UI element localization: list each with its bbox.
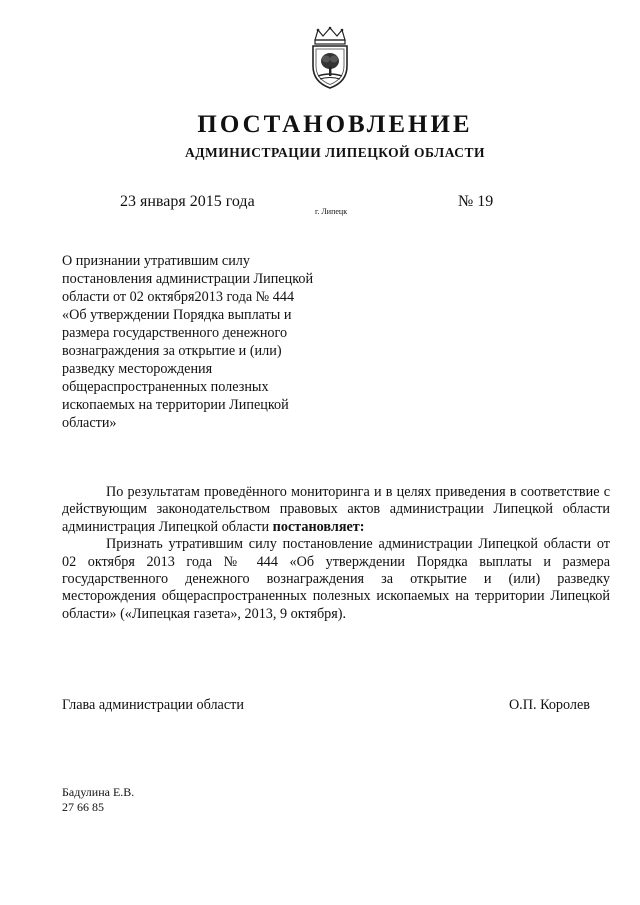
- subject-line: ископаемых на территории Липецкой: [62, 397, 289, 413]
- coat-of-arms-emblem: [305, 26, 355, 90]
- resolves-keyword: постановляет:: [272, 518, 365, 535]
- subject-line: общераспространенных полезных: [62, 379, 269, 395]
- executor-phone: 27 66 85: [62, 800, 104, 814]
- subject-line: области»: [62, 415, 117, 431]
- executor-block: [62, 785, 134, 815]
- document-city: г. Липецк: [315, 207, 348, 216]
- signatory-name: О.П. Королев: [508, 697, 590, 713]
- signatory-title: Глава администрации области: [62, 697, 244, 713]
- document-date: 23 января 2015 года: [120, 193, 255, 210]
- subject-line: размера государственного денежного: [62, 325, 288, 341]
- preamble-text: По результатам проведённого мониторинга и в целях приведения в соответствие с действующим законодательством правовых актов администрации Липецкой области администрация Липецкой области: [62, 484, 610, 535]
- document-subject: [62, 252, 362, 432]
- resolution-body: [62, 484, 610, 623]
- executor-name: Бадулина Е.В.: [62, 785, 135, 799]
- subject-line: «Об утверждении Порядка выплаты и: [62, 307, 292, 323]
- subject-line: области от 02 октября2013 года № 444: [62, 289, 295, 305]
- subject-line: разведку месторождения: [62, 361, 213, 377]
- document-type-title: ПОСТАНОВЛЕНИЕ: [197, 111, 473, 138]
- subject-line: вознаграждения за открытие и (или): [62, 343, 282, 359]
- preamble-paragraph: [62, 484, 610, 536]
- subject-line: постановления администрации Липецкой: [62, 271, 314, 287]
- document-number: № 19: [458, 193, 494, 210]
- subject-line: О признании утратившим силу: [62, 253, 250, 269]
- issuing-authority: АДМИНИСТРАЦИИ ЛИПЕЦКОЙ ОБЛАСТИ: [184, 145, 486, 160]
- operative-paragraph: Признать утратившим силу постановление администрации Липецкой области от 02 октября 2013 года № 444 «Об утверждении Порядка выплаты и размера государственного денежного вознаграждения за открытие и (или) разведку месторождения общераспространенных полезных ископаемых на территории Липецкой области» («Липецкая газета», 2013, 9 октября).: [62, 536, 610, 622]
